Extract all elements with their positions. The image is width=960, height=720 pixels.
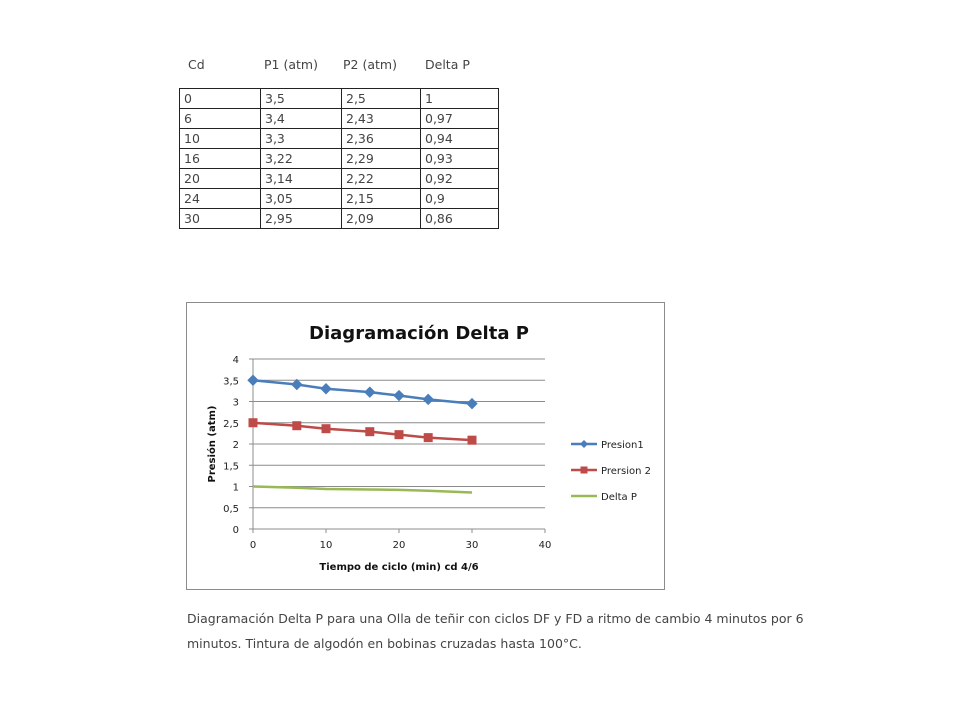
caption-line-1: Diagramación Delta P para una Olla de teñir con ciclos DF y FD a ritmo de cambio 4 minutos por 6 bbox=[187, 611, 804, 626]
y-tick-label: 1,5 bbox=[223, 461, 239, 473]
table-row bbox=[180, 129, 499, 149]
data-point bbox=[322, 424, 331, 433]
table-cell: 2,43 bbox=[342, 109, 421, 129]
table-header-cd: Cd bbox=[188, 57, 205, 72]
table-row bbox=[180, 169, 499, 189]
data-point bbox=[394, 391, 404, 401]
data-point bbox=[292, 380, 302, 390]
y-tick-label: 0,5 bbox=[223, 503, 239, 515]
table-cell: 3,3 bbox=[261, 129, 342, 149]
x-tick-label: 40 bbox=[538, 540, 552, 551]
y-tick-label: 0 bbox=[232, 525, 239, 536]
legend-label: Presion1 bbox=[601, 440, 644, 451]
table-cell: 0,93 bbox=[421, 149, 499, 169]
table-cell: 0,94 bbox=[421, 129, 499, 149]
table-cell: 2,29 bbox=[342, 149, 421, 169]
table-row bbox=[180, 189, 499, 209]
line-chart bbox=[187, 303, 666, 591]
table-cell: 0,9 bbox=[421, 189, 499, 209]
table-cell: 6 bbox=[180, 109, 261, 129]
table-cell: 30 bbox=[180, 209, 261, 229]
table-cell: 2,15 bbox=[342, 189, 421, 209]
data-table bbox=[179, 88, 499, 229]
table-row bbox=[180, 89, 499, 109]
y-tick-label: 2,5 bbox=[223, 418, 239, 430]
data-point bbox=[424, 433, 433, 442]
data-point bbox=[249, 418, 258, 427]
data-point bbox=[395, 430, 404, 439]
table-row bbox=[180, 209, 499, 229]
data-point bbox=[423, 394, 433, 404]
y-tick-label: 3,5 bbox=[223, 376, 239, 388]
table-row bbox=[180, 109, 499, 129]
table-cell: 3,05 bbox=[261, 189, 342, 209]
y-tick-label: 2 bbox=[232, 440, 239, 451]
table-cell: 2,5 bbox=[342, 89, 421, 109]
legend-marker bbox=[580, 440, 588, 448]
chart-area bbox=[186, 302, 665, 590]
table-cell: 3,14 bbox=[261, 169, 342, 189]
series-line-2 bbox=[253, 423, 472, 440]
table-cell: 0 bbox=[180, 89, 261, 109]
legend-label: Delta P bbox=[601, 492, 637, 503]
x-tick-label: 20 bbox=[392, 540, 406, 551]
table-cell: 2,22 bbox=[342, 169, 421, 189]
table-row bbox=[180, 149, 499, 169]
table-cell: 1 bbox=[421, 89, 499, 109]
table-cell: 3,22 bbox=[261, 149, 342, 169]
table-cell: 2,09 bbox=[342, 209, 421, 229]
y-tick-label: 4 bbox=[232, 355, 239, 366]
table-cell: 3,4 bbox=[261, 109, 342, 129]
table-cell: 20 bbox=[180, 169, 261, 189]
y-axis-label: Presión (atm) bbox=[207, 405, 218, 483]
table-cell: 10 bbox=[180, 129, 261, 149]
data-point bbox=[365, 387, 375, 397]
table-cell: 2,95 bbox=[261, 209, 342, 229]
data-point bbox=[248, 375, 258, 385]
table-header-delta-p: Delta P bbox=[425, 57, 470, 72]
y-tick-label: 3 bbox=[232, 397, 239, 409]
caption-line-2: minutos. Tintura de algodón en bobinas cruzadas hasta 100°C. bbox=[187, 636, 582, 651]
table-cell: 24 bbox=[180, 189, 261, 209]
data-point bbox=[321, 384, 331, 394]
table-cell: 0,92 bbox=[421, 169, 499, 189]
data-point bbox=[468, 436, 477, 445]
x-tick-label: 30 bbox=[465, 540, 479, 551]
data-point bbox=[467, 399, 477, 409]
data-point bbox=[365, 427, 374, 436]
x-tick-label: 0 bbox=[249, 540, 257, 551]
data-point bbox=[292, 421, 301, 430]
series-line-3 bbox=[253, 487, 472, 493]
series-line-1 bbox=[253, 380, 472, 403]
table-cell: 0,86 bbox=[421, 209, 499, 229]
legend-label: Prersion 2 bbox=[601, 466, 651, 477]
table-header-p1: P1 (atm) bbox=[264, 57, 318, 72]
legend-marker bbox=[581, 467, 588, 474]
chart-title: Diagramación Delta P bbox=[309, 323, 529, 344]
y-tick-label: 1 bbox=[232, 482, 239, 494]
table-cell: 0,97 bbox=[421, 109, 499, 129]
figure-caption bbox=[187, 606, 827, 656]
table-header-p2: P2 (atm) bbox=[343, 57, 397, 72]
table-cell: 2,36 bbox=[342, 129, 421, 149]
x-axis-label: Tiempo de ciclo (min) cd 4/6 bbox=[319, 562, 479, 573]
x-tick-label: 10 bbox=[319, 540, 333, 551]
table-cell: 3,5 bbox=[261, 89, 342, 109]
table-cell: 16 bbox=[180, 149, 261, 169]
